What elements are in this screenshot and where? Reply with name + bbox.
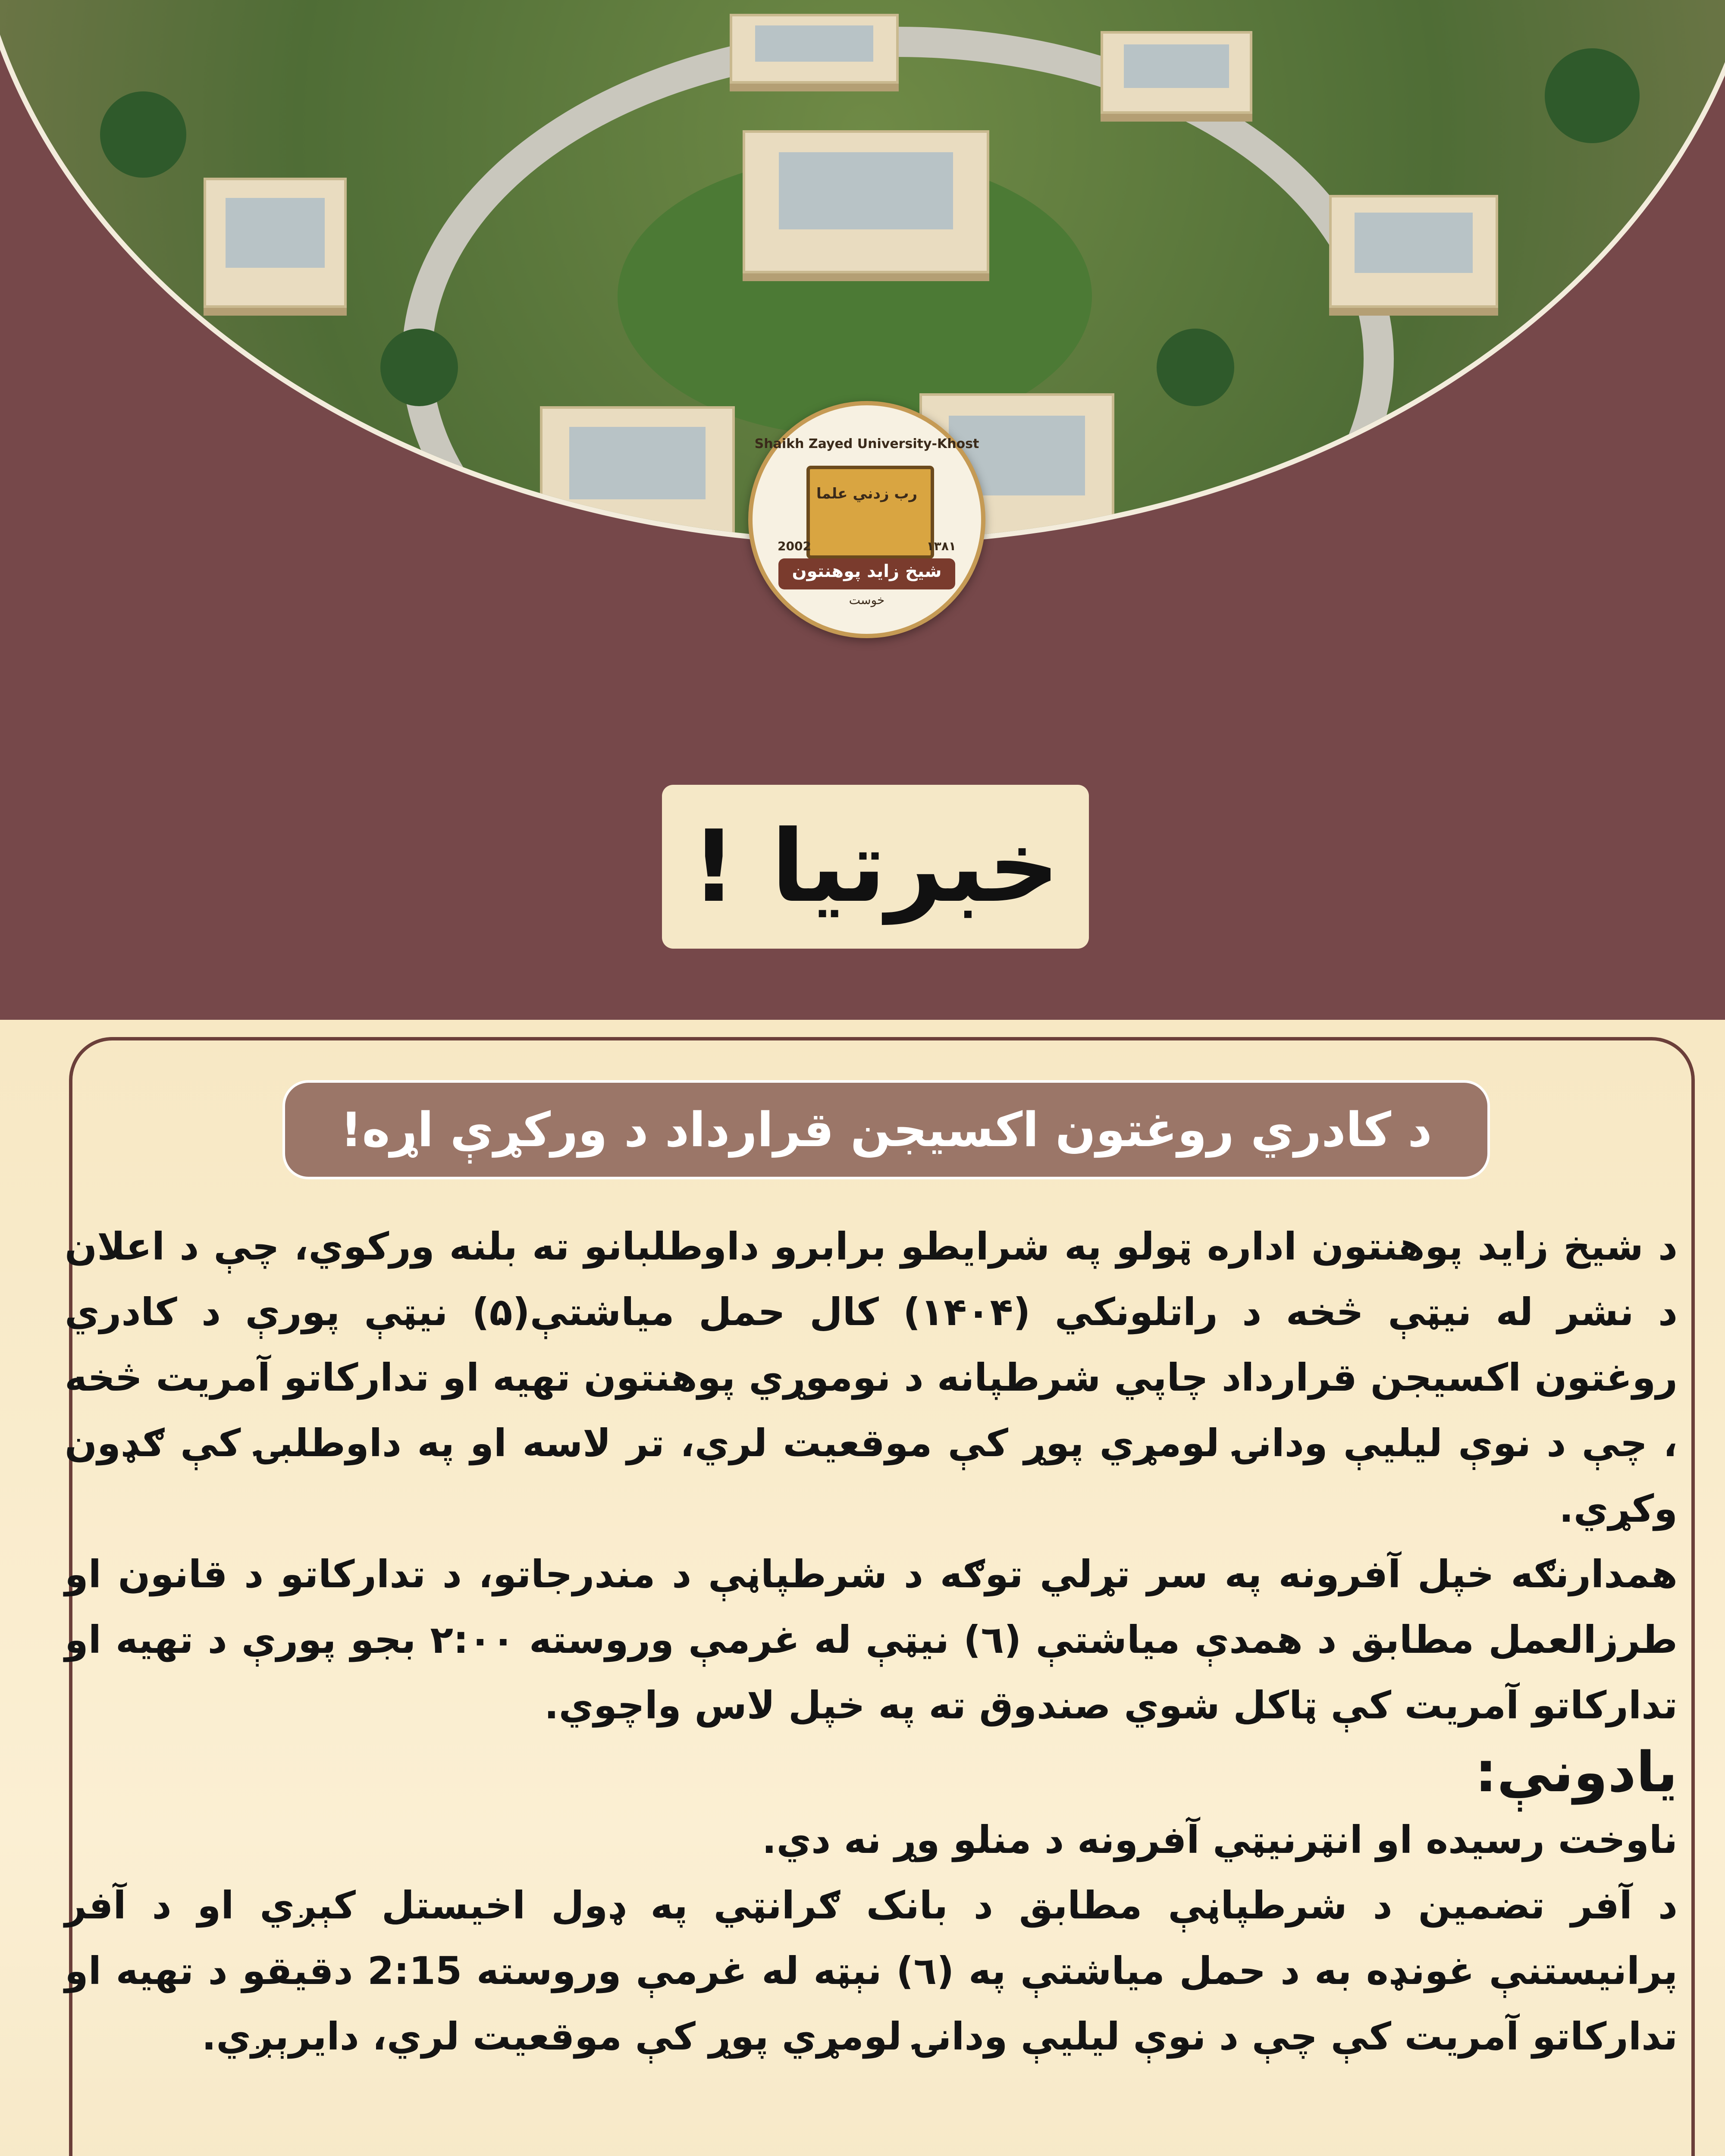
- campus-building: [730, 14, 899, 84]
- seal-university-name: شیخ زاید پوهنتون: [792, 561, 942, 581]
- announcement-title: د کادري روغتون اکسیجن قرارداد د ورکړې اړه!: [340, 1102, 1432, 1157]
- campus-building: [540, 406, 735, 541]
- tree: [1157, 329, 1234, 406]
- announcement-paragraph-1: د شیخ زاید پوهنتون اداره ټولو په شرایطو برابرو داوطلبانو ته بلنه ورکوي، چې د اعلان د نشر له نیټې څخه د راتلونکي (۱۴۰۴) کال حمل میاشتې(۵) نیټې پورې د کادري روغتون اکسیجن قرارداد چاپي شرطپانه د نوموړي پوهنتون تهیه او تدارکاتو آمریت څخه ، چې د نوې لیلیې ودانۍ لومړي پوړ کې موقعیت لري، تر لاسه او په داوطلبۍ کې ګډون وکړي.: [65, 1224, 1678, 1531]
- news-label: خبرتیا !: [691, 809, 1060, 924]
- seal-city: خوست: [849, 593, 885, 607]
- tree: [380, 329, 458, 406]
- seal-english-name: Shaikh Zayed University-Khost: [754, 436, 979, 451]
- campus-building: [743, 130, 989, 273]
- note-item: د آفر تضمین د شرطپاڼې مطابق د بانک ګرانټي په ډول اخیستل کېږي او د آفر پرانیستنې غونډه به د حمل میاشتې په (٦) نېټه له غرمې وروسته 2:15 دقیقو د تهیه او تدارکاتو آمریت کې چې د نوې لیلیې ودانۍ لومړي پوړ کې موقعیت لري، دایرېږي.: [65, 1883, 1678, 2059]
- seal-year-solar: ۱۳۸۱: [926, 539, 956, 553]
- news-label-box: [662, 785, 1089, 949]
- seal-motto: رب زدني علما: [816, 485, 918, 502]
- tree: [1545, 48, 1640, 143]
- tree: [100, 91, 186, 178]
- university-seal-logo: [748, 401, 985, 638]
- announcement-body: [65, 1214, 1678, 2069]
- announcement-paragraph-2: همدارنګه خپل آفرونه په سر تړلي توګه د شرطپاڼې د مندرجاتو، د تدارکاتو د قانون او طرزالعمل مطابق د همدې میاشتې (٦) نیټې له غرمې وروسته ۲:۰۰ بجو پورې د تهیه او تدارکاتو آمریت کې ټاکل شوي صندوق ته په خپل لاس واچوي.: [65, 1552, 1678, 1727]
- campus-building: [1101, 31, 1252, 114]
- campus-building: [204, 178, 347, 308]
- campus-building: [1329, 195, 1498, 308]
- announcement-title-pill: [282, 1080, 1490, 1179]
- seal-year-gregorian: 2002: [778, 539, 811, 553]
- book-emblem-icon: [806, 466, 934, 559]
- note-item: ناوخت رسیده او انټرنیټي آفرونه د منلو وړ نه دي.: [762, 1818, 1678, 1862]
- notes-heading: یادونې:: [1474, 1740, 1678, 1805]
